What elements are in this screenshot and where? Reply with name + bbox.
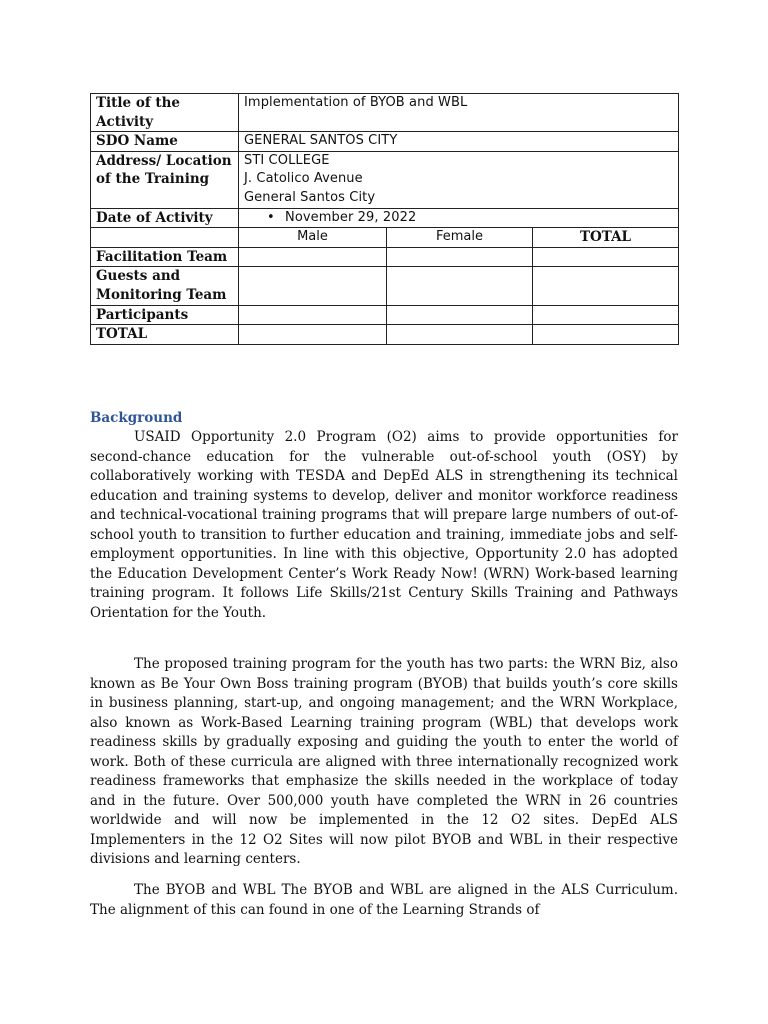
column-header-male: Male (239, 228, 387, 248)
row-label-participants: Participants (91, 305, 239, 325)
address-line: General Santos City (244, 189, 376, 205)
background-paragraph-2 (90, 655, 678, 870)
table-cell (239, 305, 387, 325)
row-label-facilitation-team: Facilitation Team (91, 247, 239, 267)
table-cell (533, 325, 679, 345)
table-row (91, 151, 679, 208)
sdo-value: GENERAL SANTOS CITY (239, 132, 679, 152)
sdo-label: SDO Name (91, 132, 239, 152)
table-header-row (91, 228, 679, 248)
table-cell (387, 305, 533, 325)
paragraph-text: The BYOB and WBL The BYOB and WBL are aligned in the ALS Curriculum. The alignment of this can found in one of the Learning Strands of (90, 882, 678, 918)
table-cell (387, 325, 533, 345)
address-value (239, 151, 679, 208)
date-cell (239, 208, 679, 228)
table-cell (533, 305, 679, 325)
table-cell (387, 267, 533, 305)
row-label-total: TOTAL (91, 325, 239, 345)
title-value: Implementation of BYOB and WBL (239, 94, 679, 132)
title-label: Title of the Activity (91, 94, 239, 132)
row-label-guests-monitoring: Guests and Monitoring Team (91, 267, 239, 305)
address-line: J. Catolico Avenue (244, 171, 363, 187)
table-cell (239, 267, 387, 305)
date-value: November 29, 2022 (285, 209, 417, 225)
table-row (91, 132, 679, 152)
date-label: Date of Activity (91, 208, 239, 228)
empty-cell (91, 228, 239, 248)
paragraph-text: USAID Opportunity 2.0 Program (O2) aims to provide opportunities for second-chance education for the vulnerable out-of-school youth (OSY) by collaboratively working with TESDA and DepEd ALS in strengthening its technical education and training systems to develop, deliver and monitor workforce readiness and technical-vocational training programs that will prepare large numbers of out-of-school youth to transition to further education and training, immediate jobs and self-employment opportunities. In line with this objective, Opportunity 2.0 has adopted the Education Development Center’s Work Ready Now! (WRN) Work-based learning training program. It follows Life Skills/21st Century Skills Training and Pathways Orientation for the Youth. (90, 429, 678, 621)
background-paragraph-3 (90, 881, 678, 920)
table-cell (239, 247, 387, 267)
table-row (91, 305, 679, 325)
table-row (91, 208, 679, 228)
activity-info-table (90, 93, 679, 345)
bullet-icon: • (267, 209, 275, 225)
table-cell (387, 247, 533, 267)
table-row (91, 247, 679, 267)
background-paragraph-1 (90, 428, 678, 623)
table-row (91, 94, 679, 132)
column-header-total: TOTAL (533, 228, 679, 248)
table-cell (239, 325, 387, 345)
paragraph-text: The proposed training program for the youth has two parts: the WRN Biz, also known as Be Your Own Boss training program (BYOB) that builds youth’s core skills in business planning, start-up, and ongoing management; and the WRN Workplace, also known as Work-Based Learning training program (WBL) that develops work readiness skills by gradually exposing and guiding the youth to enter the world of work. Both of these curricula are aligned with three internationally recognized work readiness frameworks that emphasize the skills needed in the workplace of today and in the future. Over 500,000 youth have completed the WRN in 26 countries worldwide and will now be implemented in the 12 O2 sites. DepEd ALS Implementers in the 12 O2 Sites will now pilot BYOB and WBL in their respective divisions and learning centers. (90, 656, 678, 867)
address-label: Address/ Location of the Training (91, 151, 239, 208)
column-header-female: Female (387, 228, 533, 248)
table-cell (533, 247, 679, 267)
table-row (91, 325, 679, 345)
table-row (91, 267, 679, 305)
background-heading: Background (90, 410, 183, 426)
address-line: STI COLLEGE (244, 152, 330, 168)
table-cell (533, 267, 679, 305)
